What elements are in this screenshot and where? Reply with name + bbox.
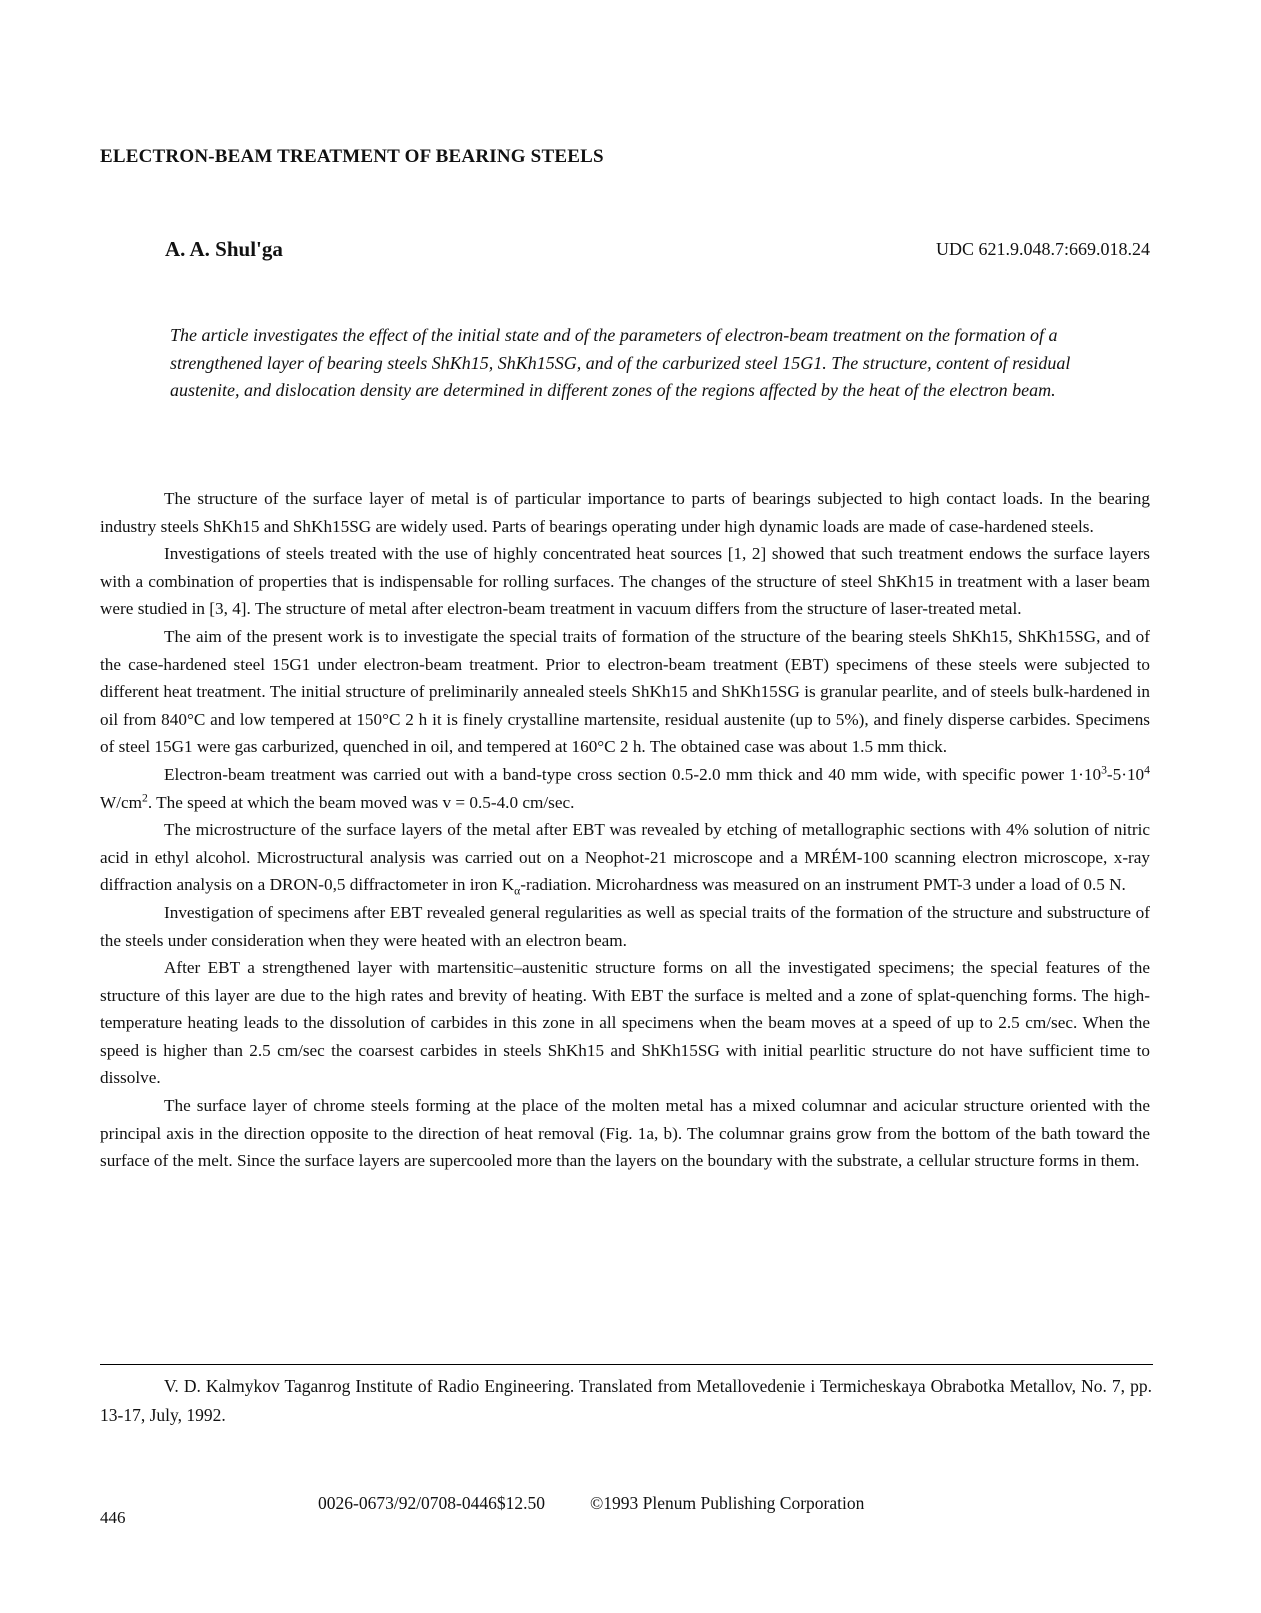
abstract: The article investigates the effect of the initial state and of the parameters of electron-beam treatment on the formation of a strengthened layer of bearing steels ShKh15, ShKh15SG, and of the carburized steel 15G1. The structure, content of residual austenite, and dislocation density are determined in different zones of the regions affected by the heat of the electron beam. xyxy=(170,325,1071,400)
text-run: -radiation. Microhardness was measured on an instrument PMT-3 under a load of 0.5 N. xyxy=(520,875,1126,895)
body-paragraph: The surface layer of chrome steels forming at the place of the molten metal has a mixed columnar and acicular structure oriented with the principal axis in the direction opposite to the direction of heat removal (Fig. 1a, b). The columnar grains grow from the bottom of the bath toward the surface of the melt. Since the surface layers are supercooled more than the layers on the boundary with the substrate, a cellular structure forms in them. xyxy=(100,1096,1150,1171)
text-run: . The speed at which the beam moved was v = 0.5-4.0 cm/sec. xyxy=(147,792,575,812)
body-paragraph: The structure of the surface layer of metal is of particular importance to parts of bearings subjected to high contact loads. In the bearing industry steels ShKh15 and ShKh15SG are widely used. Parts of bearings operating under high dynamic loads are made of case-hardened steels. xyxy=(100,489,1150,536)
body-paragraph: Investigations of steels treated with the use of highly concentrated heat sources [1, 2] showed that such treatment endows the surface layers with a combination of properties that is indispensable for rolling surfaces. The changes of the structure of steel ShKh15 in treatment with a laser beam were studied in [3, 4]. The structure of metal after electron-beam treatment in vacuum differs from the structure of laser-treated metal. xyxy=(100,544,1150,619)
text-run: -5·10 xyxy=(1106,764,1145,784)
superscript: 2 xyxy=(142,790,148,804)
article-title: ELECTRON-BEAM TREATMENT OF BEARING STEELS xyxy=(100,146,604,167)
udc-code: UDC 621.9.048.7:669.018.24 xyxy=(935,239,1150,259)
article-code: 0026-0673/92/0708-0446$12.50 xyxy=(318,1493,546,1513)
footnote-text: V. D. Kalmykov Taganrog Institute of Radio Engineering. Translated from Metallovedenie i Termicheskaya Obrabotka Metallov, No. 7, pp. 13-17, July, 1992. xyxy=(100,1376,1152,1425)
text-run: Electron-beam treatment was carried out with a band-type cross section 0.5-2.0 mm thick and 40 mm wide, with specific power 1·10 xyxy=(164,764,1102,784)
author-name: A. A. Shul'ga xyxy=(165,237,283,261)
body-paragraph: After EBT a strengthened layer with martensitic–austenitic structure forms on all the investigated specimens; the special features of the structure of this layer are due to the high rates and brevity of heating. With EBT the surface is melted and a zone of splat-quenching forms. The high-temperature heating leads to the dissolution of carbides in this zone in all specimens when the beam moves at a speed of up to 2.5 cm/sec. When the speed is higher than 2.5 cm/sec the coarsest carbides in steels ShKh15 and ShKh15SG with initial pearlitic structure do not have sufficient time to dissolve. xyxy=(100,958,1150,1088)
page-number: 446 xyxy=(100,1508,126,1527)
footnote xyxy=(100,1372,1152,1430)
superscript: 4 xyxy=(1144,763,1150,777)
copyright-notice: ©1993 Plenum Publishing Corporation xyxy=(590,1493,865,1513)
superscript: 3 xyxy=(1101,763,1107,777)
article-body xyxy=(100,485,1150,1175)
body-paragraph: Investigation of specimens after EBT revealed general regularities as well as special traits of the formation of the structure and substructure of the steels under consideration when they were heated with an electron beam. xyxy=(100,902,1150,950)
text-run: The microstructure of the surface layers of the metal after EBT was revealed by etching of metallographic sections with 4% solution of nitric acid in ethyl alcohol. Microstructural analysis was carried out on a Neophot-21 microscope and a MRÉM-100 scanning electron microscope, x-ray diffraction analysis on a DRON-0,5 diffractometer in iron K xyxy=(100,820,1150,895)
text-run: W/cm xyxy=(100,792,142,812)
body-paragraph xyxy=(100,816,1150,899)
body-paragraph xyxy=(100,761,1150,816)
subscript: α xyxy=(514,884,521,898)
footnote-divider xyxy=(100,1364,1153,1365)
body-paragraph: The aim of the present work is to investigate the special traits of formation of the structure of the bearing steels ShKh15, ShKh15SG, and of the case-hardened steel 15G1 under electron-beam treatment. Prior to electron-beam treatment (EBT) specimens of these steels were subjected to different heat treatment. The initial structure of preliminarily annealed steels ShKh15 and ShKh15SG is granular pearlite, and of steels bulk-hardened in oil from 840°C and low tempered at 150°C 2 h it is finely crystalline martensite, residual austenite (up to 5%), and finely disperse carbides. Specimens of steel 15G1 were gas carburized, quenched in oil, and tempered at 160°C 2 h. The obtained case was about 1.5 mm thick. xyxy=(100,626,1150,757)
